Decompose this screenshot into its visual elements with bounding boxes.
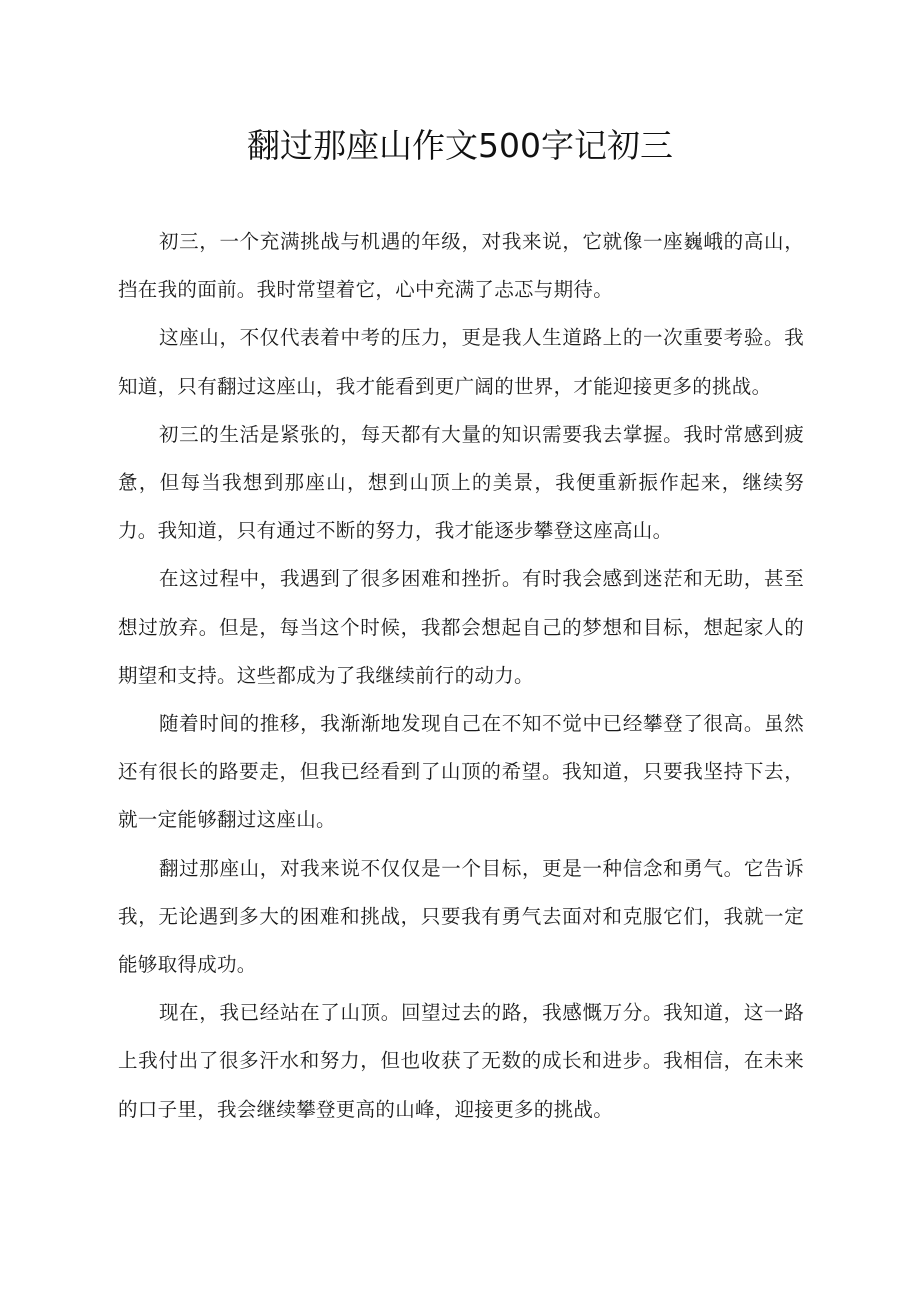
paragraph: 初三，一个充满挑战与机遇的年级，对我来说，它就像一座巍峨的高山，挡在我的面前。我时常望着它，心中充满了忐忑与期待。 xyxy=(118,230,804,302)
document-body xyxy=(118,218,804,1134)
document-title: 翻过那座山作文500字记初三 xyxy=(247,126,673,165)
paragraph: 在这过程中，我遇到了很多困难和挫折。有时我会感到迷茫和无助，甚至想过放弃。但是，每当这个时候，我都会想起自己的梦想和目标，想起家人的期望和支持。这些都成为了我继续前行的动力。 xyxy=(118,567,804,687)
paragraph: 这座山，不仅代表着中考的压力，更是我人生道路上的一次重要考验。我知道，只有翻过这座山，我才能看到更广阔的世界，才能迎接更多的挑战。 xyxy=(118,326,804,398)
paragraph: 初三的生活是紧张的，每天都有大量的知识需要我去掌握。我时常感到疲惫，但每当我想到那座山，想到山顶上的美景，我便重新振作起来，继续努力。我知道，只有通过不断的努力，我才能逐步攀登这座高山。 xyxy=(118,422,804,543)
paragraph: 翻过那座山，对我来说不仅仅是一个目标，更是一种信念和勇气。它告诉我，无论遇到多大的困难和挑战，只要我有勇气去面对和克服它们，我就一定能够取得成功。 xyxy=(118,856,804,977)
paragraph: 随着时间的推移，我渐渐地发现自己在不知不觉中已经攀登了很高。虽然还有很长的路要走，但我已经看到了山顶的希望。我知道，只要我坚持下去，就一定能够翻过这座山。 xyxy=(118,712,804,832)
paragraph: 现在，我已经站在了山顶。回望过去的路，我感慨万分。我知道，这一路上我付出了很多汗水和努力，但也收获了无数的成长和进步。我相信，在未来的口子里，我会继续攀登更高的山峰，迎接更多的挑战。 xyxy=(118,1001,804,1121)
